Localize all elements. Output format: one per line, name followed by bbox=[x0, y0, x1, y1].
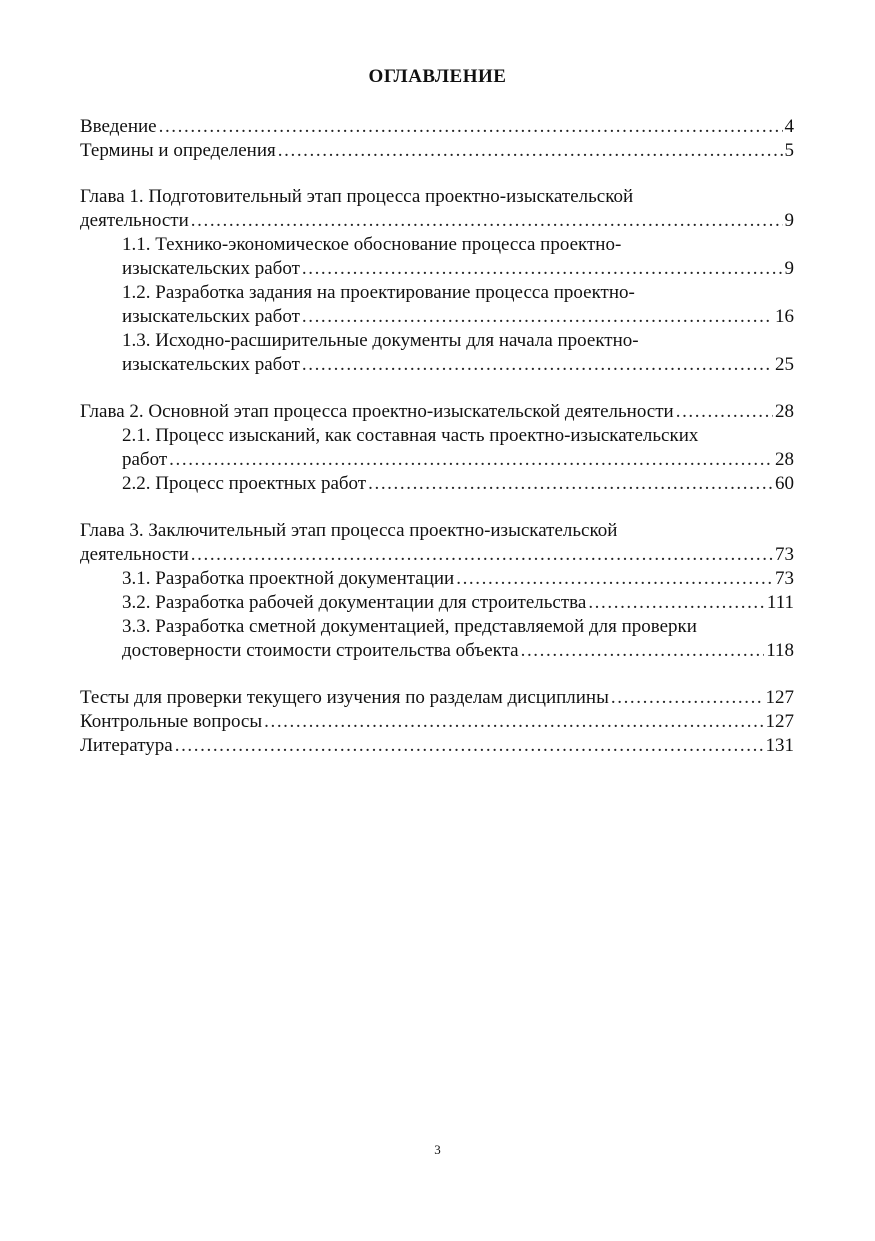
toc-entry-literature[interactable]: Литература ..... 131 bbox=[80, 734, 794, 758]
toc-entry-s11[interactable]: изыскательских работ ..... 9 bbox=[122, 257, 794, 281]
toc-page-number: 28 bbox=[775, 449, 794, 470]
toc-page-number: 25 bbox=[775, 354, 794, 375]
toc-page-number: 4 bbox=[784, 116, 794, 137]
toc-entry-s13[interactable]: изыскательских работ ..... 25 bbox=[122, 353, 794, 377]
toc-entry-s13-line1: 1.3. Исходно-расширительные документы для начала проектно- bbox=[122, 330, 639, 351]
toc-entry-ch1-line1: Глава 1. Подготовительный этап процесса проектно-изыскательской bbox=[80, 186, 634, 207]
toc-entry-ch3[interactable]: деятельности ..... 73 bbox=[80, 543, 794, 567]
page-number: 3 bbox=[434, 1142, 441, 1157]
toc-page-number: 111 bbox=[766, 592, 794, 613]
toc-entry-s21-line1: 2.1. Процесс изысканий, как составная часть проектно-изыскательских bbox=[122, 425, 699, 446]
page-title: ОГЛАВЛЕНИЕ bbox=[368, 66, 507, 87]
toc-entry-terms[interactable]: Термины и определения ..... 5 bbox=[80, 139, 794, 163]
toc-entry-s33[interactable]: достоверности стоимости строительства объекта ..... 118 bbox=[122, 639, 794, 663]
toc-page-number: 60 bbox=[775, 473, 794, 494]
toc-entry-questions[interactable]: Контрольные вопросы ..... 127 bbox=[80, 710, 794, 734]
toc-page-number: 28 bbox=[775, 401, 794, 422]
toc-entry-tests[interactable]: Тесты для проверки текущего изучения по разделам дисциплины ..... 127 bbox=[80, 686, 794, 710]
toc-entry-s12[interactable]: изыскательских работ ..... 16 bbox=[122, 305, 794, 329]
toc-page-number: 5 bbox=[784, 140, 794, 161]
toc-page-number: 16 bbox=[775, 306, 794, 327]
toc-page-number: 9 bbox=[784, 210, 794, 231]
toc-page-number: 118 bbox=[766, 640, 794, 661]
toc-page-number: 73 bbox=[775, 568, 794, 589]
toc-entry-s22[interactable]: 2.2. Процесс проектных работ ..... 60 bbox=[122, 472, 794, 496]
toc-entry-intro[interactable]: Введение ..... 4 bbox=[80, 115, 794, 139]
toc-entry-ch2[interactable]: Глава 2. Основной этап процесса проектно-изыскательской деятельности ..... 28 bbox=[80, 400, 794, 424]
toc-page-number: 127 bbox=[765, 711, 794, 732]
toc-page-number: 9 bbox=[784, 258, 794, 279]
toc-entry-s31[interactable]: 3.1. Разработка проектной документации ..... 73 bbox=[122, 567, 794, 591]
toc-entry-s12-line1: 1.2. Разработка задания на проектирование процесса проектно- bbox=[122, 282, 635, 303]
toc-entry-s11-line1: 1.1. Технико-экономическое обоснование процесса проектно- bbox=[122, 234, 622, 255]
toc-entry-s32[interactable]: 3.2. Разработка рабочей документации для строительства ..... 111 bbox=[122, 591, 794, 615]
toc-entry-ch3-line1: Глава 3. Заключительный этап процесса проектно-изыскательской bbox=[80, 520, 618, 541]
toc-entry-s33-line1: 3.3. Разработка сметной документацией, представляемой для проверки bbox=[122, 616, 697, 637]
toc-page-number: 131 bbox=[765, 735, 794, 756]
toc-page-number: 73 bbox=[775, 544, 794, 565]
toc-entry-s21[interactable]: работ ..... 28 bbox=[122, 448, 794, 472]
toc-entry-ch1[interactable]: деятельности ..... 9 bbox=[80, 209, 794, 233]
toc-page-number: 127 bbox=[765, 687, 794, 708]
